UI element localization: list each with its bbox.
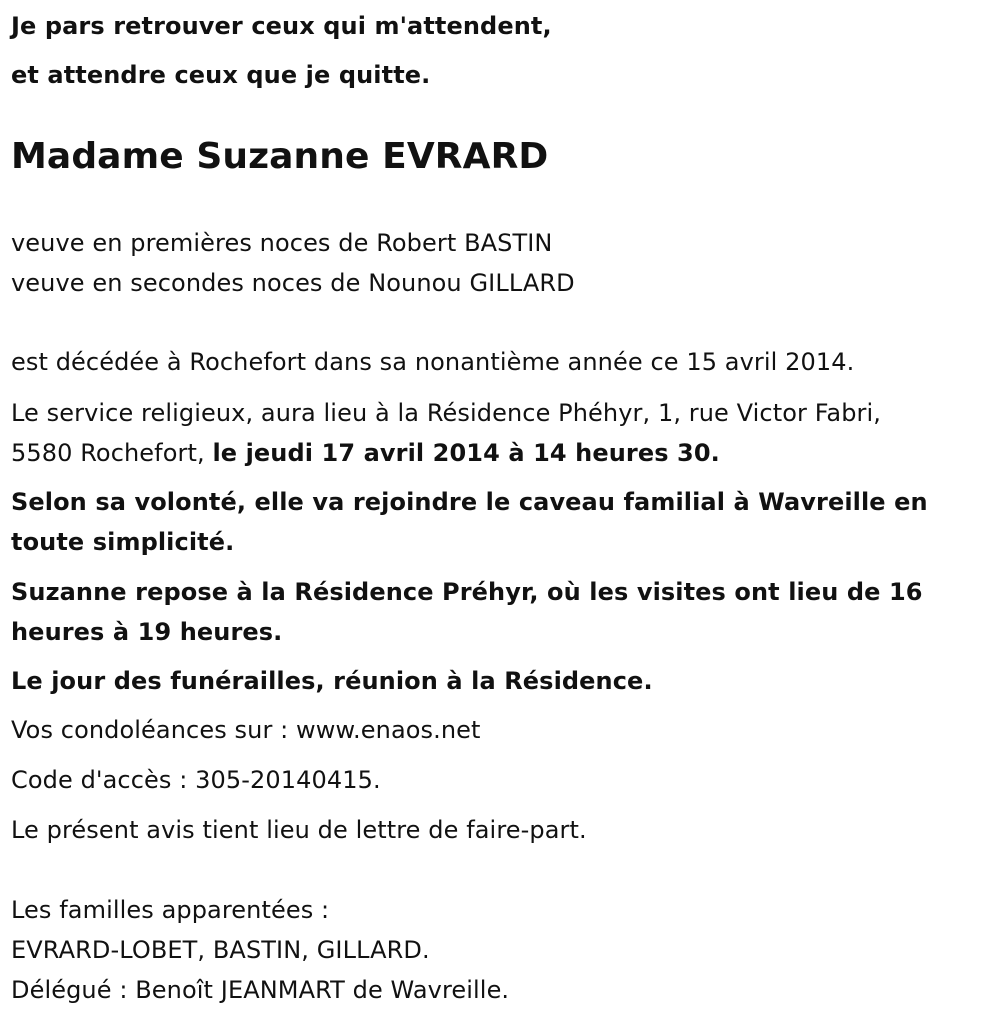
quote-line-2: et attendre ceux que je quitte. (11, 61, 431, 89)
service-location: 5580 Rochefort, (11, 439, 205, 467)
families-names: EVRARD-LOBET, BASTIN, GILLARD. (11, 936, 430, 964)
service-datetime: le jeudi 17 avril 2014 à 14 heures 30. (212, 439, 720, 467)
condolences-text: Vos condoléances sur : www.enaos.net (11, 716, 481, 744)
first-marriage: veuve en premières noces de Robert BASTIN (11, 229, 553, 257)
death-statement: est décédée à Rochefort dans sa nonantième année ce 15 avril 2014. (11, 348, 855, 376)
visits-line-1: Suzanne repose à la Résidence Préhyr, où les visites ont lieu de 16 (11, 578, 923, 606)
families-intro: Les familles apparentées : (11, 896, 330, 924)
burial-line-1: Selon sa volonté, elle va rejoindre le caveau familial à Wavreille en (11, 488, 928, 516)
deceased-name: Madame Suzanne EVRARD (11, 136, 549, 177)
burial-line-2: toute simplicité. (11, 528, 235, 556)
service-line-1: Le service religieux, aura lieu à la Résidence Phéhyr, 1, rue Victor Fabri, (11, 399, 881, 427)
second-marriage: veuve en secondes noces de Nounou GILLARD (11, 269, 575, 297)
service-line-2 (11, 438, 720, 468)
visits-line-2: heures à 19 heures. (11, 618, 283, 646)
access-code: Code d'accès : 305-20140415. (11, 766, 381, 794)
delegate-text: Délégué : Benoît JEANMART de Wavreille. (11, 976, 510, 1004)
gathering-text: Le jour des funérailles, réunion à la Résidence. (11, 667, 653, 695)
quote-line-1: Je pars retrouver ceux qui m'attendent, (11, 12, 552, 40)
notice-text: Le présent avis tient lieu de lettre de faire-part. (11, 816, 587, 844)
